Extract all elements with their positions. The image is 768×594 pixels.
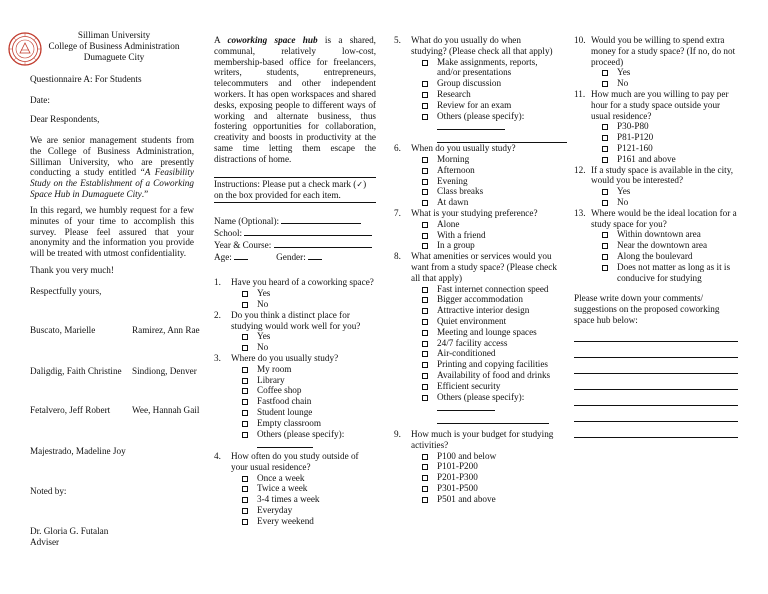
comment-line[interactable] (574, 358, 738, 374)
option-item[interactable] (411, 472, 558, 483)
question-text: How often do you study outside of your usual residence? (231, 451, 359, 472)
question-1 (214, 277, 376, 309)
option-label: Every weekend (257, 515, 314, 526)
option-label: Attractive interior design (437, 305, 530, 316)
option-item[interactable] (591, 186, 738, 197)
questions-1-4 (214, 277, 376, 526)
option-item[interactable] (411, 186, 558, 197)
checkbox[interactable] (422, 373, 428, 379)
option-label: P161 and above (617, 153, 676, 164)
question-number: 13. (574, 207, 586, 218)
option-item[interactable] (591, 67, 738, 78)
option-item[interactable] (411, 57, 558, 79)
letter-paragraph-2: In this regard, we humbly request for a few minutes of your time to accomplish this survey. Please feel assured that your anonymity and the information you provide will be treated with utmost confidentiality. (30, 205, 194, 259)
salutation: Dear Respondents, (30, 114, 100, 124)
question-text: Where do you usually study? (231, 352, 339, 363)
checkbox[interactable] (422, 60, 428, 66)
option-label: In a group (437, 240, 475, 251)
option-label: Everyday (257, 505, 293, 516)
question-text: What do you usually do when studying? (Please check all that apply) (411, 35, 553, 56)
question-11 (574, 89, 738, 165)
option-list (411, 57, 558, 144)
option-label: 24/7 facility access (437, 337, 508, 348)
option-item[interactable] (591, 154, 738, 165)
option-item[interactable] (591, 262, 738, 284)
checkbox[interactable] (422, 475, 428, 481)
option-label: Bigger accommodation (437, 294, 523, 305)
checkbox[interactable] (242, 388, 248, 394)
question-text: Where would be the ideal location for a study space for you? (591, 207, 737, 229)
option-label: Yes (257, 288, 271, 299)
checkbox[interactable] (422, 362, 428, 368)
option-item[interactable] (411, 111, 558, 144)
checkbox[interactable] (422, 233, 428, 239)
question-4 (214, 451, 376, 527)
option-label: No (617, 196, 629, 207)
option-item[interactable] (231, 331, 376, 342)
question-3 (214, 353, 376, 451)
option-label: Yes (257, 331, 271, 342)
study-title: A Feasibility Study on the Establishment of a Coworking Space Hub in Dumaguete City (30, 167, 194, 199)
question-text: What is your studying preference? (411, 207, 538, 218)
option-label: Alone (437, 218, 460, 229)
respondent-form (214, 215, 376, 262)
adviser-name: Dr. Gloria G. Futalan (30, 526, 109, 536)
checkbox[interactable] (422, 168, 428, 174)
option-label: Class breaks (437, 186, 484, 197)
option-item[interactable] (231, 407, 376, 418)
checkbox[interactable] (242, 367, 248, 373)
option-item[interactable] (411, 176, 558, 187)
option-list (591, 229, 738, 283)
option-item[interactable] (411, 483, 558, 494)
question-text: Have you heard of a coworking space? (231, 277, 374, 288)
option-item[interactable] (591, 143, 738, 154)
option-label: Make assignments, reports, and/or presentations (437, 56, 538, 78)
option-item[interactable] (411, 359, 558, 370)
letterhead (30, 30, 198, 62)
option-label: Empty classroom (257, 417, 322, 428)
specify-field[interactable] (257, 439, 313, 448)
question-text: If a study space is available in the city, would you be interested? (591, 164, 734, 186)
option-item[interactable] (411, 78, 558, 89)
questions-10-13-column (574, 35, 738, 438)
check-mark-icon: ✓ (356, 179, 364, 189)
option-item[interactable] (591, 251, 738, 262)
comment-line[interactable] (574, 390, 738, 406)
checkbox[interactable] (602, 81, 608, 87)
question-number: 8. (394, 251, 401, 262)
option-item[interactable] (411, 219, 558, 230)
option-label: Morning (437, 153, 470, 164)
option-label: No (257, 342, 269, 353)
option-label: Within downtown area (617, 229, 701, 240)
checkbox[interactable] (602, 146, 608, 152)
specify-field[interactable] (437, 121, 505, 130)
option-item[interactable] (231, 375, 376, 386)
question-number: 12. (574, 164, 586, 175)
option-label: P101-P200 (437, 461, 478, 472)
option-item[interactable] (231, 288, 376, 299)
option-list (231, 288, 376, 310)
checkbox[interactable] (422, 497, 428, 503)
option-list (591, 121, 738, 164)
specify-field-continued[interactable] (437, 414, 549, 424)
option-label: Quiet environment (437, 315, 507, 326)
option-label: P121-160 (617, 142, 653, 153)
option-label: P201-P300 (437, 472, 478, 483)
option-label: 3-4 times a week (257, 494, 320, 505)
comment-line[interactable] (574, 342, 738, 358)
signatory-name: Daligdig, Faith Christine (30, 366, 122, 376)
option-label: Meeting and lounge spaces (437, 326, 537, 337)
question-text: Would you be willing to spend extra money for a study space? (If no, do not proceed) (591, 35, 736, 67)
option-label: Afternoon (437, 164, 475, 175)
option-label: Fastfood chain (257, 396, 312, 407)
questions-10-13 (574, 35, 738, 283)
checkbox[interactable] (422, 351, 428, 357)
option-label: My room (257, 363, 292, 374)
option-label: P30-P80 (617, 121, 649, 132)
option-list (411, 154, 558, 208)
option-item[interactable] (411, 197, 558, 208)
school-field[interactable] (244, 227, 372, 236)
coworking-term: coworking space hub (227, 35, 318, 45)
option-item[interactable] (231, 396, 376, 407)
question-5 (394, 35, 558, 143)
option-item[interactable] (411, 381, 558, 392)
checkbox[interactable] (422, 287, 428, 293)
option-label: Along the boulevard (617, 250, 693, 261)
question-text: Do you think a distinct place for studying would work well for you? (231, 309, 361, 331)
option-item[interactable] (411, 294, 558, 305)
option-item[interactable] (591, 240, 738, 251)
checkbox[interactable] (422, 157, 428, 163)
college-name: College of Business Administration (48, 40, 180, 51)
option-item[interactable] (411, 370, 558, 381)
question-6 (394, 143, 558, 208)
option-item[interactable] (411, 392, 558, 425)
option-item[interactable] (231, 418, 376, 429)
option-item[interactable] (591, 121, 738, 132)
university-name: Silliman University (77, 30, 151, 40)
question-7 (394, 208, 558, 251)
option-item[interactable] (411, 165, 558, 176)
option-label: Others (please specify): (437, 110, 525, 121)
question-number: 7. (394, 207, 401, 218)
option-label: P100 and below (437, 450, 497, 461)
question-number: 5. (394, 35, 401, 45)
coworking-definition: A coworking space hub is a shared, communal, relatively low-cost, membership-based office for freelancers, writers, students, entrepreneurs, telecommuters and other independent workers. It has open workspaces and shared desks, exposing people to different ways of working and alternate business, thus fostering opportunities for collaboration, creativity and boosts in productivity at the same time letting them escape the distractions of home. (214, 35, 376, 164)
option-item[interactable] (411, 451, 558, 462)
option-label: Coffee shop (257, 385, 302, 396)
question-2 (214, 310, 376, 353)
comments-prompt: Please write down your comments/ suggestions on the proposed coworking space hub below: (574, 293, 720, 325)
signatory-name: Majestrado, Madeline Joy (30, 446, 126, 456)
thanks-line: Thank you very much! (30, 265, 114, 275)
question-number: 10. (574, 35, 586, 45)
checkbox[interactable] (242, 432, 248, 438)
question-number: 1. (214, 277, 221, 288)
option-item[interactable] (411, 100, 558, 111)
option-label: At dawn (437, 197, 469, 208)
option-label: Efficient security (437, 380, 501, 391)
comment-line[interactable] (574, 406, 738, 422)
question-text: What amenities or services would you want from a study space? (Please check all that apply) (411, 251, 557, 283)
checkbox[interactable] (422, 92, 428, 98)
option-item[interactable] (231, 494, 376, 505)
age-label: Age: (214, 251, 235, 262)
option-item[interactable] (231, 483, 376, 494)
option-label: Others (please specify): (437, 391, 525, 402)
closing-line: Respectfully yours, (30, 286, 102, 296)
option-item[interactable] (411, 494, 558, 505)
checkbox[interactable] (602, 157, 608, 163)
course-field[interactable] (274, 239, 372, 248)
option-item[interactable] (411, 89, 558, 100)
option-label: P301-P500 (437, 483, 478, 494)
questions-5-9 (394, 35, 558, 505)
checkbox[interactable] (242, 421, 248, 427)
comment-line[interactable] (574, 326, 738, 342)
option-list (231, 331, 376, 353)
option-item[interactable] (231, 364, 376, 375)
option-item[interactable] (411, 284, 558, 295)
option-list (591, 67, 738, 89)
option-item[interactable] (231, 299, 376, 310)
checkbox[interactable] (422, 486, 428, 492)
checkbox[interactable] (422, 103, 428, 109)
option-list (411, 219, 558, 251)
letter-paragraph-1: We are senior management students from the College of Business Administration, Silliman University, who are presently conducting a study entitled “A Feasibility Study on the Establishment of a Coworking Space Hub in Dumaguete City.” (30, 135, 194, 199)
intro-column (214, 35, 376, 527)
option-label: Does not matter as long as it is conducive for studying (617, 261, 731, 283)
checkbox[interactable] (242, 334, 248, 340)
signatory-name: Fetalvero, Jeff Robert (30, 405, 111, 415)
question-12 (574, 165, 738, 208)
option-list (231, 364, 376, 451)
question-9 (394, 429, 558, 505)
checkbox[interactable] (242, 497, 248, 503)
checkbox[interactable] (242, 508, 248, 514)
name-field[interactable] (281, 215, 361, 224)
checkbox[interactable] (602, 200, 608, 206)
option-item[interactable] (411, 348, 558, 359)
gender-field[interactable] (308, 251, 322, 260)
checkbox[interactable] (242, 399, 248, 405)
checkbox[interactable] (422, 297, 428, 303)
checkbox[interactable] (422, 189, 428, 195)
option-item[interactable] (591, 197, 738, 208)
option-label: Yes (617, 186, 631, 197)
comment-line[interactable] (574, 374, 738, 390)
checkbox[interactable] (242, 410, 248, 416)
specify-field-continued[interactable] (437, 133, 567, 143)
option-label: No (257, 298, 269, 309)
option-list (231, 473, 376, 527)
option-label: Others (please specify): (257, 428, 345, 439)
course-label: Year & Course: (214, 239, 274, 250)
option-label: Fast internet connection speed (437, 283, 549, 294)
checkbox[interactable] (242, 291, 248, 297)
option-item[interactable] (231, 505, 376, 516)
option-label: Near the downtown area (617, 240, 708, 251)
checkbox[interactable] (422, 341, 428, 347)
checkbox[interactable] (422, 395, 428, 401)
option-label: Student lounge (257, 406, 313, 417)
checkbox[interactable] (422, 222, 428, 228)
question-text: How much is your budget for studying activities? (411, 429, 554, 450)
checkbox[interactable] (422, 454, 428, 460)
option-label: Library (257, 374, 285, 385)
checkbox[interactable] (602, 265, 608, 271)
city-name: Dumaguete City (83, 51, 145, 62)
checkbox[interactable] (242, 519, 248, 525)
checkbox[interactable] (422, 384, 428, 390)
option-item[interactable] (231, 429, 376, 452)
checkbox[interactable] (602, 124, 608, 130)
checkbox[interactable] (422, 464, 428, 470)
checkbox[interactable] (602, 70, 608, 76)
checkbox[interactable] (422, 179, 428, 185)
checkbox[interactable] (602, 232, 608, 238)
option-item[interactable] (591, 78, 738, 89)
option-item[interactable] (411, 154, 558, 165)
question-number: 11. (574, 88, 586, 99)
checkbox[interactable] (242, 486, 248, 492)
signatory-name: Ramirez, Ann Rae (132, 325, 200, 335)
checkbox[interactable] (422, 200, 428, 206)
option-label: Evening (437, 175, 468, 186)
option-item[interactable] (411, 461, 558, 472)
option-item[interactable] (411, 305, 558, 316)
question-text: How much are you willing to pay per hour for a study space outside your usual residence? (591, 88, 729, 121)
date-label: Date: (30, 95, 50, 105)
signatory-name: Sindiong, Denver (132, 366, 197, 376)
option-label: With a friend (437, 229, 486, 240)
option-label: Yes (617, 67, 631, 78)
instructions: Instructions: Please put a check mark (✓) on the box provided for each item. (214, 177, 376, 204)
option-item[interactable] (231, 473, 376, 484)
questionnaire-title: Questionnaire A: For Students (30, 74, 142, 84)
option-item[interactable] (591, 229, 738, 240)
question-number: 6. (394, 143, 401, 154)
checkbox[interactable] (422, 81, 428, 87)
question-8 (394, 251, 558, 424)
option-label: Research (437, 88, 471, 99)
option-label: Printing and copying facilities (437, 359, 548, 370)
checkbox[interactable] (602, 189, 608, 195)
noted-by-label: Noted by: (30, 486, 67, 496)
checkbox[interactable] (242, 378, 248, 384)
option-item[interactable] (231, 342, 376, 353)
question-number: 3. (214, 352, 221, 363)
question-text: When do you usually study? (411, 143, 516, 154)
option-list (411, 451, 558, 505)
option-item[interactable] (231, 385, 376, 396)
option-label: Group discussion (437, 78, 502, 89)
question-10 (574, 35, 738, 89)
question-13 (574, 208, 738, 284)
option-label: Twice a week (257, 483, 308, 494)
option-label: P501 and above (437, 493, 496, 504)
checkbox[interactable] (242, 302, 248, 308)
specify-field[interactable] (437, 402, 495, 411)
checkbox[interactable] (242, 476, 248, 482)
checkbox[interactable] (602, 135, 608, 141)
option-item[interactable] (411, 230, 558, 241)
option-item[interactable] (231, 516, 376, 527)
option-item[interactable] (411, 327, 558, 338)
checkbox[interactable] (422, 330, 428, 336)
question-number: 2. (214, 309, 221, 320)
signatory-name: Buscato, Marielle (30, 325, 96, 335)
checkbox[interactable] (422, 319, 428, 325)
question-number: 4. (214, 451, 221, 462)
option-label: Review for an exam (437, 99, 512, 110)
option-label: Once a week (257, 472, 305, 483)
option-item[interactable] (411, 316, 558, 327)
option-label: Availability of food and drinks (437, 369, 551, 380)
signatory-name: Wee, Hannah Gail (132, 405, 200, 415)
gender-label: Gender: (276, 251, 309, 262)
checkbox[interactable] (422, 243, 428, 249)
option-label: P81-P120 (617, 132, 654, 143)
checkbox[interactable] (602, 243, 608, 249)
option-label: No (617, 78, 629, 89)
comment-line[interactable] (574, 422, 738, 438)
age-field[interactable] (234, 251, 248, 260)
option-label: Air-conditioned (437, 348, 496, 359)
option-list (411, 284, 558, 425)
checkbox[interactable] (422, 308, 428, 314)
option-item[interactable] (411, 240, 558, 251)
adviser-title: Adviser (30, 537, 60, 547)
checkbox[interactable] (422, 114, 428, 120)
option-item[interactable] (411, 338, 558, 349)
school-label: School: (214, 227, 245, 238)
checkbox[interactable] (602, 254, 608, 260)
name-label: Name (Optional): (214, 216, 282, 227)
question-number: 9. (394, 429, 401, 440)
checkbox[interactable] (242, 345, 248, 351)
option-item[interactable] (591, 132, 738, 143)
option-list (591, 186, 738, 208)
comments-section (574, 293, 738, 437)
